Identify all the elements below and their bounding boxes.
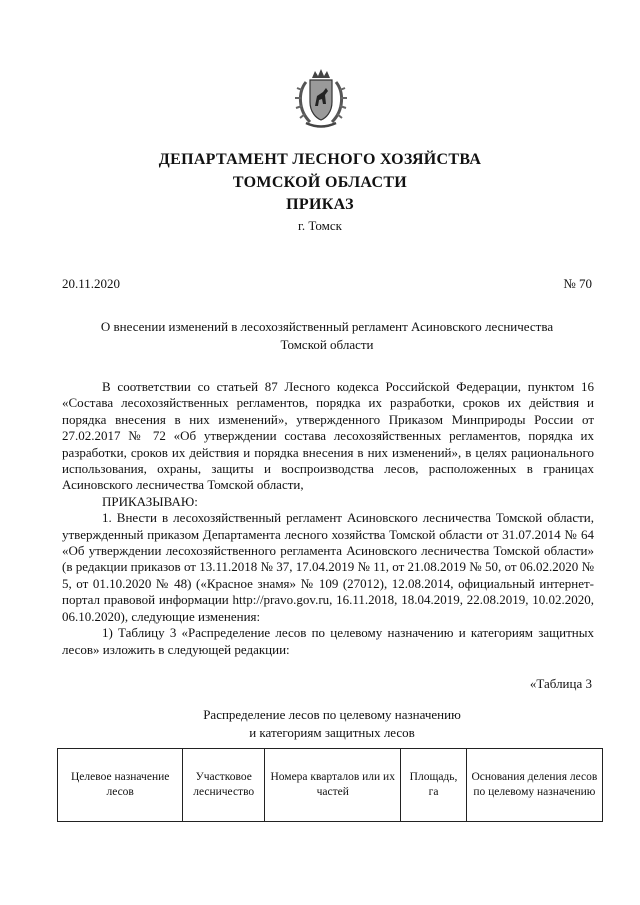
body-paragraph-item-1: 1. Внести в лесохозяйственный регламент Асиновского лесничества Томской области, утвержденный приказом Департамента лесного хозяйства Томской области от 31.07.2014 № 64 «Об утверждении лесохозяйственного регламента Асиновского лесничества Томской области» (в редакции приказов от 13.11.2018 № 37, 17.04.2019 № 11, от 21.08.2019 № 50, от 06.02.2020 № 5, от 01.10.2020 № 48) («Красное знамя» № 109 (27012), 12.08.2014, официальный интернет-портал правовой информации http://pravo.gov.ru, 16.11.2018, 18.04.2019, 22.08.2019, 10.02.2020, 06.10.2020), следующие изменения: xyxy=(62,510,594,624)
document-date: 20.11.2020 xyxy=(62,276,121,291)
org-name-line1: ДЕПАРТАМЕНТ ЛЕСНОГО ХОЗЯЙСТВА xyxy=(158,151,482,168)
table-header-row xyxy=(58,749,603,822)
table-caption: «Таблица 3 xyxy=(529,676,592,691)
subject-line1: О внесении изменений в лесохозяйственный регламент Асиновского лесничества xyxy=(100,319,554,334)
table-title-line1: Распределение лесов по целевому назначению xyxy=(203,707,461,722)
document-subject xyxy=(62,318,592,354)
document-city: г. Томск xyxy=(298,218,342,233)
body-paragraph-subitem-1: 1) Таблицу 3 «Распределение лесов по целевому назначению и категориям защитных лесов» изложить в следующей редакции: xyxy=(62,625,594,657)
body-paragraph-order: ПРИКАЗЫВАЮ: xyxy=(102,493,198,509)
table-title xyxy=(62,706,602,742)
column-header-district: Участковое лесничество xyxy=(183,749,265,822)
document-number: № 70 xyxy=(563,276,592,291)
subject-line2: Томской области xyxy=(280,337,374,352)
column-header-area: Площадь, га xyxy=(401,749,466,822)
table-title-line2: и категориям защитных лесов xyxy=(249,725,415,740)
column-header-basis: Основания деления лесов по целевому назначению xyxy=(466,749,602,822)
document-type: ПРИКАЗ xyxy=(286,196,354,213)
document-body xyxy=(62,379,594,658)
column-header-quarters: Номера кварталов или их частей xyxy=(265,749,401,822)
org-name-line2: ТОМСКОЙ ОБЛАСТИ xyxy=(232,174,408,191)
forest-distribution-table xyxy=(57,748,603,822)
coat-of-arms-emblem xyxy=(292,68,350,130)
column-header-purpose: Целевое назначение лесов xyxy=(58,749,183,822)
body-paragraph-preamble: В соответствии со статьей 87 Лесного кодекса Российской Федерации, пунктом 16 «Состава лесохозяйственных регламентов, порядка их разработки, сроков их действия и порядка внесения в них изменений», утвержденного Приказом Минприроды России от 27.02.2017 № 72 «Об утверждении состава лесохозяйственных регламентов, порядка их разработки, сроков их действия и порядка внесения в них изменений», в целях рационального использования, охраны, защиты и воспроизводства лесов, расположенных в границах Асиновского лесничества Томской области, xyxy=(62,379,594,493)
